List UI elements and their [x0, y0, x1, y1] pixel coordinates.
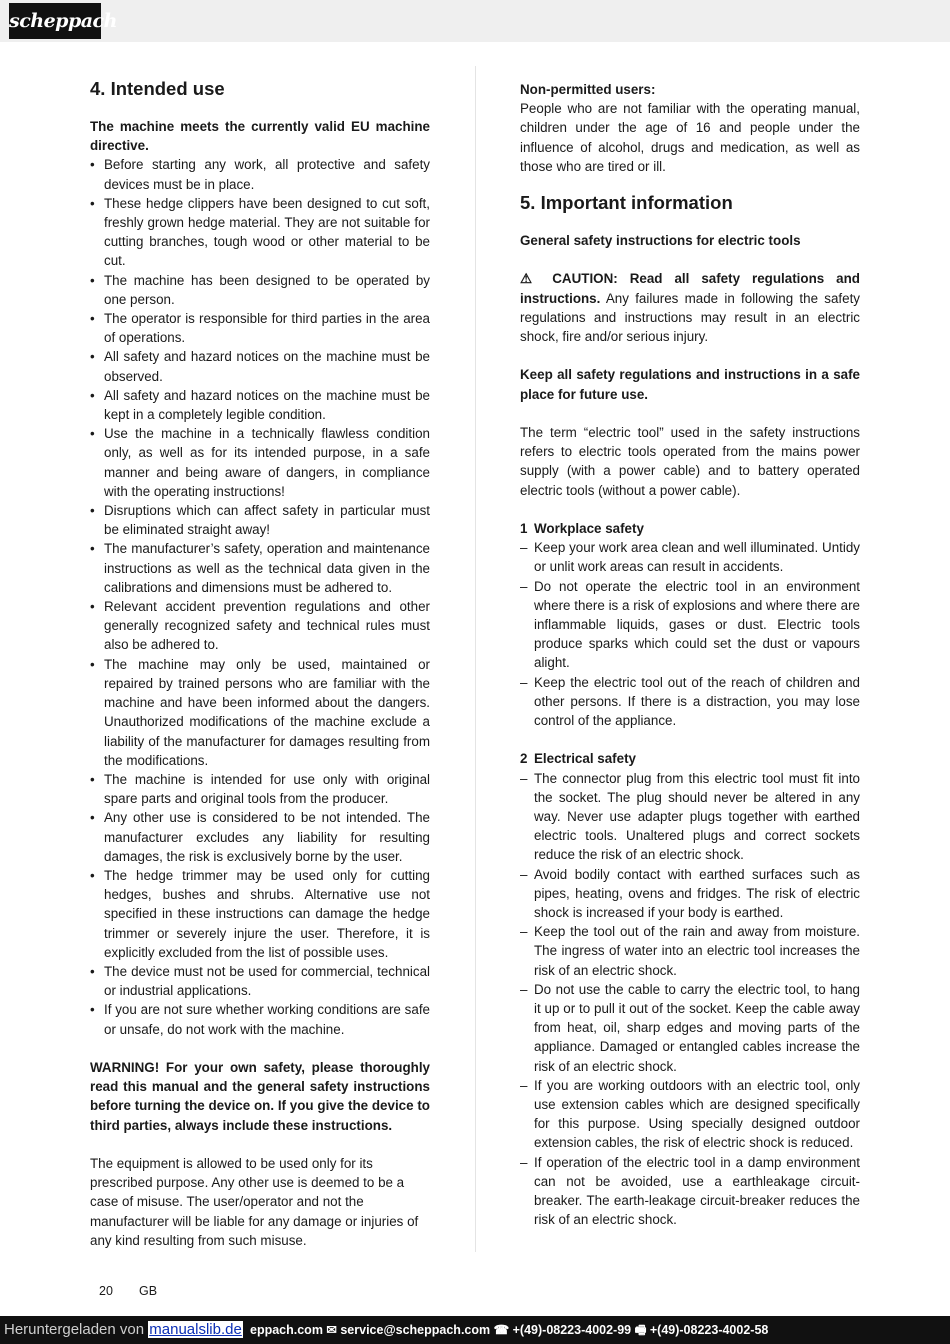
bullet-mark: •: [90, 387, 95, 403]
list-item: [520, 769, 860, 865]
list-item-text: If you are not sure whether working conditions are safe or unsafe, do not work with the machine.: [104, 1002, 430, 1037]
dash-mark: –: [520, 770, 528, 786]
list-item-text: Relevant accident prevention regulations and other generally recognized safety and technical rules must also be adhered to.: [104, 599, 430, 653]
list-item: [520, 673, 860, 731]
list-item-text: These hedge clippers have been designed to cut soft, freshly grown hedge material. They are not suitable for cutting branches, tough wood or other material to be cut.: [104, 195, 430, 269]
bullet-mark: •: [90, 157, 95, 173]
intro-text: The machine meets the currently valid EU machine directive.: [90, 119, 430, 154]
list-item: [90, 309, 430, 347]
list-item-text: All safety and hazard notices on the machine must be kept in a completely legible condition.: [104, 387, 430, 423]
bullet-mark: •: [90, 272, 95, 288]
dash-mark: –: [520, 540, 528, 556]
nonpermitted-title: Non-permitted users:: [520, 82, 656, 97]
footer-bar: [0, 1316, 950, 1344]
list-item-text: The operator is responsible for third parties in the area of operations.: [104, 311, 430, 346]
bullet-mark: •: [90, 349, 95, 365]
list-item: [90, 866, 430, 962]
manualslib-link[interactable]: manualslib.de: [149, 1321, 242, 1338]
list-item: [520, 1153, 860, 1230]
keep-instructions-text: Keep all safety regulations and instructions in a safe place for future use.: [520, 367, 860, 402]
bullet-mark: •: [90, 771, 95, 787]
subsection-title: Electrical safety: [534, 751, 636, 767]
left-column: [90, 78, 430, 1250]
bullet-mark: •: [90, 867, 95, 883]
bullet-mark: •: [90, 541, 95, 557]
bullet-mark: •: [90, 195, 95, 211]
list-item-text: If you are working outdoors with an electric tool, only use extension cables which are designed specifically for this purpose. Using specially designed outdoor extension cables, the risk of electric shock is reduced.: [534, 1077, 860, 1151]
list-item-text: Before starting any work, all protective and safety devices must be in place.: [104, 157, 430, 192]
intended-use-list: [90, 155, 430, 1038]
list-item-text: The connector plug from this electric tool must fit into the socket. The plug should never be altered in any way. Never use adapter plugs together with earthed electric tools. Unaltered plugs and correct sockets reduce the risk of an electric shock.: [534, 770, 860, 863]
list-item: [520, 922, 860, 980]
column-divider: [475, 66, 476, 1252]
list-item: [90, 597, 430, 655]
list-item-text: The device must not be used for commercial, technical or industrial applications.: [104, 963, 430, 999]
list-item: [90, 962, 430, 1000]
caution-paragraph: [520, 269, 860, 346]
safety-sections: [520, 500, 860, 1230]
list-item-text: The manufacturer’s safety, operation and maintenance instructions as well as the technical data given in the calibrations and dimensions must be adhered to.: [104, 541, 430, 595]
list-item: [520, 1076, 860, 1153]
dash-mark: –: [520, 866, 528, 882]
warning-text: WARNING! For your own safety, please thoroughly read this manual and the general safety instructions before turning the device on. If you give the device to third parties, always include these instructions.: [90, 1059, 430, 1133]
list-item-text: The hedge trimmer may be used only for cutting hedges, bushes and shrubs. Alternative use not specified in these instructions can damage the hedge trimmer or severely injure the user. Therefore, it is explicitly excluded from the list of possible uses.: [104, 867, 430, 960]
dash-mark: –: [520, 924, 528, 940]
list-item-text: Any other use is considered to be not intended. The manufacturer excludes any liability for resulting damages, the risk is exclusively borne by the user.: [104, 810, 430, 864]
subsection-list: [520, 769, 860, 1230]
bullet-mark: •: [90, 810, 95, 826]
bullet-mark: •: [90, 311, 95, 327]
list-item: [90, 770, 430, 808]
list-item-text: The machine may only be used, maintained or repaired by trained persons who are familiar with the machine and have been informed about the dangers. Unauthorized modifications of the machine exclude a liability of the manufacturer for damages resulting from the modifications.: [104, 656, 430, 768]
dash-mark: –: [520, 578, 528, 594]
page-language: GB: [139, 1284, 158, 1298]
list-item: [90, 424, 430, 501]
list-item-text: Keep your work area clean and well illuminated. Untidy or unlit work areas can result in accidents.: [534, 540, 860, 575]
dash-mark: –: [520, 1154, 528, 1170]
list-item: [520, 538, 860, 576]
list-item: [90, 347, 430, 385]
list-item-text: Keep the tool out of the rain and away from moisture. The ingress of water into an electric tool increases the risk of an electric shock.: [534, 924, 860, 978]
list-item: [90, 501, 430, 539]
list-item-text: Do not operate the electric tool in an environment where there is a risk of explosions and where there are inflammable liquids, gases or dust. Electric tools produce sparks which could set the dust or vapours alight.: [534, 578, 860, 671]
footer-contact: eppach.com ✉ service@scheppach.com ☎ +(49)-08223-4002-99 🖷 +(49)-08223-4002-58: [250, 1323, 769, 1337]
download-notice: [4, 1316, 243, 1344]
bullet-mark: •: [90, 599, 95, 615]
caution-text: Any failures made in following the safety regulations and instructions may result in an electric shock, fire and/or serious injury.: [520, 290, 860, 345]
nonpermitted-text: People who are not familiar with the operating manual, children under the age of 16 and people under the influence of alcohol, drugs and medication, as well as those who are tired or ill.: [520, 101, 860, 174]
dash-mark: –: [520, 1077, 528, 1093]
subsection-number: 2: [520, 751, 528, 767]
list-item-text: Do not use the cable to carry the electric tool, to hang it up or to pull it out of the socket. Keep the cable away from heat, oil, sharp edges and moving parts of the appliance. Damaged or entangled cables increase the risk of an electric shock.: [534, 981, 860, 1074]
list-item-text: Disruptions which can affect safety in particular must be eliminated straight away!: [104, 503, 430, 538]
subsection-number: 1: [520, 521, 528, 536]
bullet-mark: •: [90, 656, 95, 672]
misuse-text: The equipment is allowed to be used only for its prescribed purpose. Any other use is deemed to be a case of misuse. The user/operator and not the manufacturer will be liable for any damage or injuries of any kind resulting from such misuse.: [90, 1155, 419, 1248]
list-item: [90, 1000, 430, 1038]
electric-tool-term-text: The term “electric tool” used in the safety instructions refers to electric tools operated from the mains power supply (with a power cable) and to battery operated electric tools (without a power cable).: [520, 425, 860, 498]
list-item: [90, 539, 430, 597]
general-safety-title: General safety instructions for electric tools: [520, 233, 801, 249]
list-item-text: Use the machine in a technically flawless condition only, as well as for its intended purpose, in a safe manner and being aware of dangers, in compliance with the operating instructions!: [104, 426, 430, 499]
section-title-important-info: 5. Important information: [520, 192, 733, 214]
bullet-mark: •: [90, 426, 95, 442]
bullet-mark: •: [90, 503, 95, 519]
brand-logo: scheppach: [9, 3, 101, 39]
subsection-list: [520, 538, 860, 730]
list-item: [90, 271, 430, 309]
dash-mark: –: [520, 981, 528, 997]
list-item: [90, 155, 430, 193]
list-item-text: All safety and hazard notices on the machine must be observed.: [104, 349, 430, 384]
subsection-heading: [520, 519, 860, 538]
list-item-text: Keep the electric tool out of the reach of children and other persons. If there is a distraction, you may lose control of the appliance.: [534, 674, 860, 729]
list-item: [90, 655, 430, 770]
download-label: Heruntergeladen von: [4, 1321, 145, 1338]
list-item-text: If operation of the electric tool in a damp environment can not be avoided, use a earthleakage circuit-breaker. The earth-leakage circuit-breaker reduces the risk of an electric shock.: [534, 1154, 860, 1228]
subsection-heading: [520, 749, 860, 768]
list-item: [520, 865, 860, 923]
dash-mark: –: [520, 674, 528, 690]
page-number: 20: [99, 1284, 113, 1298]
list-item: [520, 980, 860, 1076]
bullet-mark: •: [90, 963, 95, 979]
list-item-text: The machine has been designed to be operated by one person.: [104, 272, 430, 307]
list-item: [520, 577, 860, 673]
list-item-text: Avoid bodily contact with earthed surfaces such as pipes, heating, ovens and fridges. The risk of electric shock is increased if your body is earthed.: [534, 866, 860, 921]
section-title-intended-use: 4. Intended use: [90, 78, 225, 99]
subsection-title: Workplace safety: [534, 521, 644, 536]
list-item-text: The machine is intended for use only with original spare parts and original tools from the producer.: [104, 771, 430, 807]
list-item: [90, 808, 430, 866]
bullet-mark: •: [90, 1002, 95, 1018]
header-bar: [0, 0, 950, 42]
list-item: [90, 194, 430, 271]
list-item: [90, 386, 430, 424]
caution-heading: ⚠ CAUTION: Read all safety regulations and instructions.: [520, 271, 860, 306]
right-column: [520, 80, 860, 1230]
